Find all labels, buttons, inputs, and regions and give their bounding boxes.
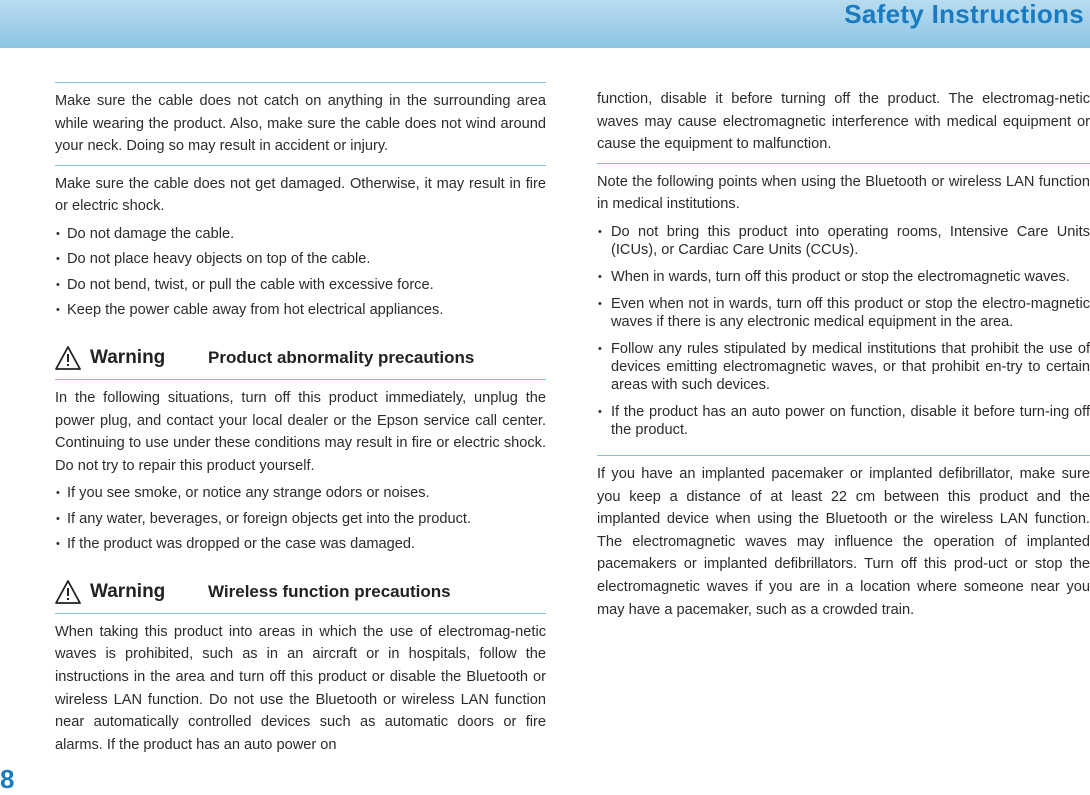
page-number: 8	[0, 764, 15, 794]
list-item: • Keep the power cable away from hot electrical appliances.	[55, 298, 546, 324]
left-column	[55, 82, 546, 763]
cable-neck-paragraph: Make sure the cable does not catch on anything in the surrounding area while wearing the product. Also, make sure the cable does not wind around your neck. Doing so may result in accident or injury.	[55, 93, 546, 155]
wireless-continued-paragraph: function, disable it before turning off the product. The electromag-netic waves may cause electromagnetic interference with medical equipment or cause the equipment to malfunction.	[597, 91, 1090, 153]
warning-label: Warning	[90, 346, 166, 368]
warning-title: Product abnormality precautions	[208, 347, 475, 367]
cable-neck-section	[55, 82, 546, 165]
medical-institution-section	[597, 163, 1090, 455]
wireless-paragraph: When taking this product into areas in which the use of electromag-netic waves is prohibited, such as in an aircraft or in hospitals, follow the instructions in the area and turn off this product or disable the Bluetooth or wireless LAN function. Do not use the Bluetooth or wireless LAN function near automatically controlled devices such as automatic doors or fire alarms. If the product has an auto power on	[55, 623, 546, 753]
list-item: • Do not bring this product into operating rooms, Intensive Care Units (ICUs), or Cardiac Care Units (CCUs).	[597, 223, 1090, 259]
warning-heading-product	[55, 343, 546, 380]
wireless-continued-section	[597, 82, 1090, 163]
medical-bullet-list	[597, 223, 1090, 439]
list-item: • If any water, beverages, or foreign objects get into the product.	[55, 507, 546, 533]
right-column	[597, 82, 1090, 628]
warning-triangle-icon	[55, 579, 81, 605]
warning-heading-wireless	[55, 577, 546, 614]
product-abnormality-section	[55, 380, 546, 565]
list-item: • Even when not in wards, turn off this product or stop the electro-magnetic waves if there is any electronic medical equipment in the area.	[597, 295, 1090, 331]
cable-bullet-list	[55, 222, 546, 324]
pacemaker-section	[597, 455, 1090, 628]
page-title: Safety Instructions	[844, 0, 1084, 29]
list-item: • Do not damage the cable.	[55, 222, 546, 248]
product-abnormality-paragraph: In the following situations, turn off this product immediately, unplug the power plug, and contact your local dealer or the Epson service call center. Continuing to use under these conditions may result in fire or electric shock. Do not try to repair this product yourself.	[55, 389, 546, 474]
list-item: • Follow any rules stipulated by medical institutions that prohibit the use of devices emitting electromagnetic waves, or that prohibit en-try to certain areas with such devices.	[597, 340, 1090, 394]
warning-label: Warning	[90, 580, 166, 602]
warning-triangle-icon	[55, 345, 81, 371]
list-item: • When in wards, turn off this product or stop the electromagnetic waves.	[597, 268, 1090, 286]
cable-damage-section	[55, 165, 546, 331]
pacemaker-paragraph: If you have an implanted pacemaker or implanted defibrillator, make sure you keep a distance of at least 22 cm between this product and the implanted device when using the Bluetooth or the wireless LAN function. The electromagnetic waves may influence the operation of implanted pacemakers or implanted defibrillators. Turn off this prod-uct or stop the electromagnetic waves if you are in a location where someone near you may have a pacemaker, such as a crowded train.	[597, 465, 1090, 618]
list-item: • Do not place heavy objects on top of the cable.	[55, 247, 546, 273]
page-header	[0, 0, 1090, 48]
list-item: • Do not bend, twist, or pull the cable with excessive force.	[55, 273, 546, 299]
list-item: • If the product was dropped or the case was damaged.	[55, 532, 546, 558]
list-item: • If you see smoke, or notice any strange odors or noises.	[55, 481, 546, 507]
warning-title: Wireless function precautions	[208, 581, 451, 601]
cable-damage-paragraph: Make sure the cable does not get damaged. Otherwise, it may result in fire or electric shock.	[55, 175, 546, 215]
list-item: • If the product has an auto power on function, disable it before turn-ing off the product.	[597, 403, 1090, 439]
medical-note-paragraph: Note the following points when using the Bluetooth or wireless LAN function in medical institutions.	[597, 173, 1090, 213]
wireless-section	[55, 614, 546, 764]
abnormality-bullet-list	[55, 481, 546, 558]
